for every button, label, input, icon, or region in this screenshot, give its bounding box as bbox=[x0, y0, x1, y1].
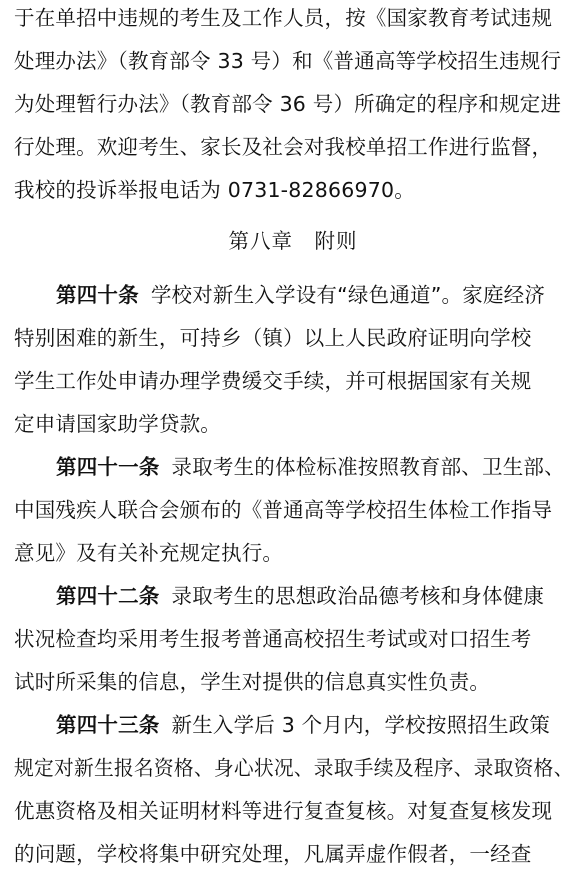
paragraph-line: 中国残疾人联合会颁布的《普通高等学校招生体检工作指导 bbox=[14, 498, 553, 522]
article-number: 第四十三条 bbox=[56, 713, 160, 737]
article-number: 第四十二条 bbox=[56, 584, 160, 608]
paragraph-line: 状况检查均采用考生报考普通高校招生考试或对口招生考 bbox=[14, 627, 532, 651]
article-number: 第四十条 bbox=[56, 283, 139, 307]
article-text: 录取考生的体检标准按照教育部、卫生部、 bbox=[171, 455, 565, 479]
article-number: 第四十一条 bbox=[56, 455, 160, 479]
paragraph-line: 特别困难的新生，可持乡（镇）以上人民政府证明向学校 bbox=[14, 326, 532, 350]
paragraph-line: 学生工作处申请办理学费缓交手续，并可根据国家有关规 bbox=[14, 369, 532, 393]
paragraph-line: 意见》及有关补充规定执行。 bbox=[14, 541, 284, 565]
paragraph-line: 为处理暂行办法》（教育部令 36 号）所确定的程序和规定进 bbox=[14, 92, 562, 116]
article-first-line bbox=[56, 280, 545, 310]
paragraph-line: 我校的投诉举报电话为 0731-82866970。 bbox=[14, 178, 415, 202]
paragraph-line: 优惠资格及相关证明材料等进行复查复核。对复查复核发现 bbox=[14, 799, 553, 823]
paragraph-line: 行处理。欢迎考生、家长及社会对我校单招工作进行监督， bbox=[14, 135, 553, 159]
paragraph-line: 定申请国家助学贷款。 bbox=[14, 412, 221, 436]
paragraph-line: 处理办法》（教育部令 33 号）和《普通高等学校招生违规行 bbox=[14, 49, 562, 73]
chapter-heading: 第八章 附则 bbox=[228, 229, 358, 253]
article-first-line bbox=[56, 581, 544, 611]
paragraph-line: 的问题，学校将集中研究处理，凡属弄虚作假者，一经查 bbox=[14, 842, 532, 866]
paragraph-line: 于在单招中违规的考生及工作人员，按《国家教育考试违规 bbox=[14, 6, 553, 30]
article-first-line bbox=[56, 710, 550, 740]
article-text: 学校对新生入学设有“绿色通道”。家庭经济 bbox=[150, 283, 546, 307]
paragraph-line: 规定对新生报名资格、身心状况、录取手续及程序、录取资格、 bbox=[14, 756, 574, 780]
article-first-line bbox=[56, 452, 565, 482]
article-text: 录取考生的思想政治品德考核和身体健康 bbox=[171, 584, 545, 608]
article-text: 新生入学后 3 个月内，学校按照招生政策 bbox=[171, 713, 551, 737]
paragraph-line: 试时所采集的信息，学生对提供的信息真实性负责。 bbox=[14, 670, 491, 694]
